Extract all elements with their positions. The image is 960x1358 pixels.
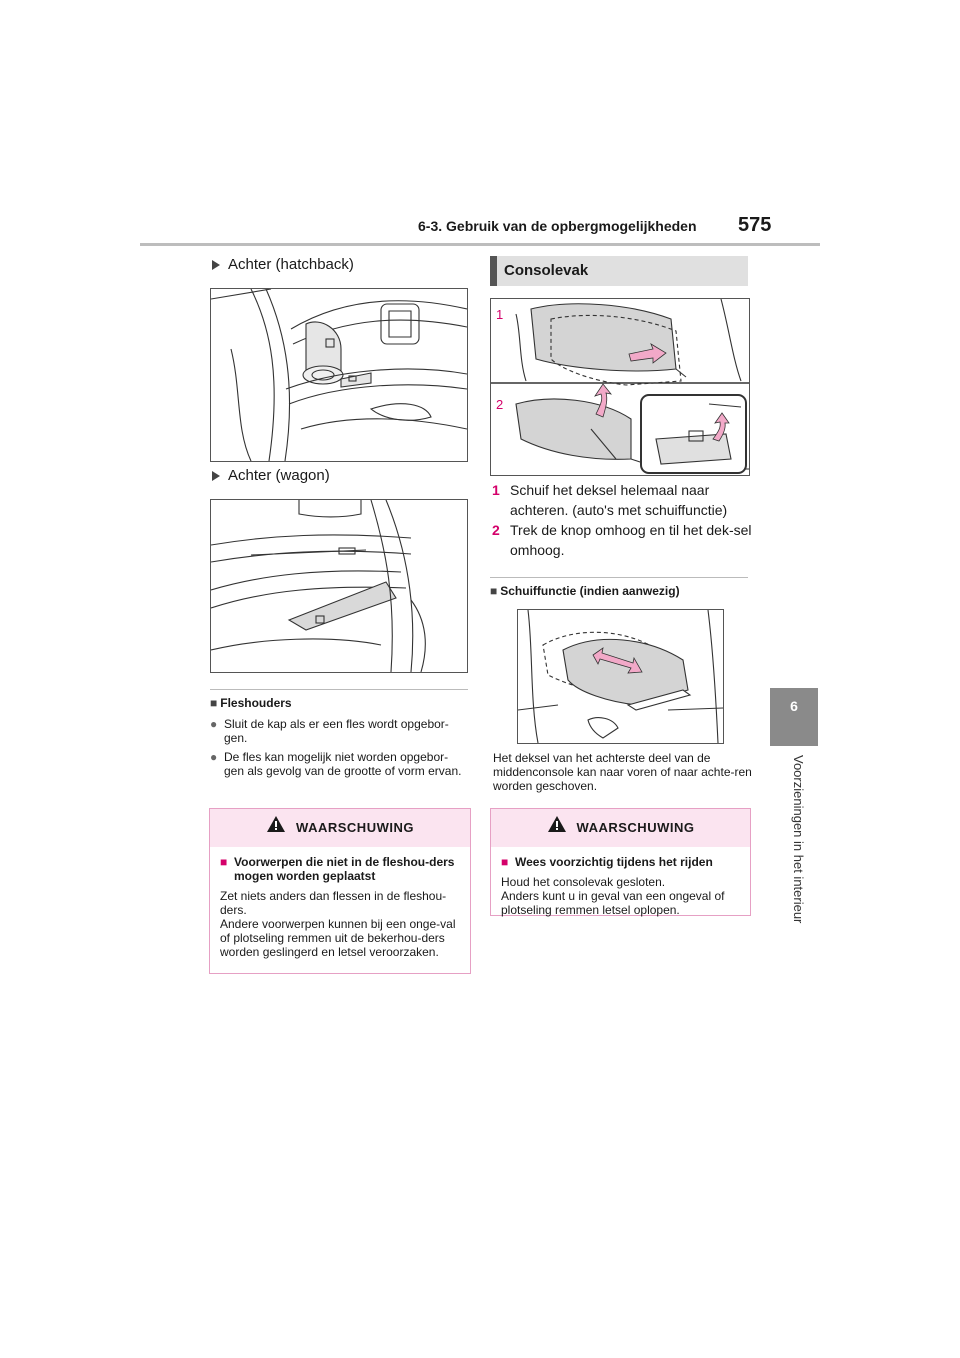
warning-box-bottle-holders [209,808,471,974]
page-number: 575 [738,214,772,236]
step-item [492,520,754,560]
note-heading-slide-function [490,584,680,598]
step-text: Trek de knop omhoog en til het dek-sel omhoog. [510,522,752,558]
chapter-tab [770,688,818,746]
section-title: 6-3. Gebruik van de opbergmogelijkheden [418,218,697,234]
bullet-text: Sluit de kap als er een fles wordt opgebor-gen. [224,717,449,745]
warning-subheading [220,855,460,883]
square-bullet-icon: ■ [220,855,228,869]
label-wagon-text: Achter (wagon) [228,467,330,484]
list-item [210,750,468,778]
note-divider [490,577,748,578]
square-bullet-icon: ■ [210,696,218,710]
illustration-console-box [490,298,750,476]
chapter-number: 6 [790,698,798,714]
warning-box-console [490,808,751,916]
warning-header [210,809,470,847]
step-number: 1 [492,482,500,498]
warning-subheading-text: Wees voorzichtig tijdens het rijden [515,855,713,869]
circle-bullet-icon: ● [210,750,218,764]
step-item [492,480,754,520]
triangle-bullet-icon [212,471,220,481]
warning-subheading [501,855,740,869]
label-hatchback [212,256,354,273]
warning-body [491,847,750,925]
triangle-bullet-icon [212,260,220,270]
section-header-bar [490,256,497,286]
warning-body [210,847,470,967]
warning-text: Zet niets anders dan flessen in de fleshou-ders. Andere voorwerpen kunnen bij een onge-val of plotseling remmen uit de bekerhou-ders worden geslingerd en letsel veroorzaken. [220,889,456,959]
label-wagon [212,467,330,484]
step-text: Schuif het deksel helemaal naar achteren. (auto's met schuiffunctie) [510,482,728,518]
warning-triangle-icon [547,810,567,848]
square-bullet-icon: ■ [501,855,509,869]
header-divider [140,243,820,246]
chapter-title: Voorzieningen in het interieur [791,755,806,924]
warning-header [491,809,750,847]
note-heading-bottle-holders [210,696,292,710]
section-header-console [490,256,748,286]
warning-subheading-text: Voorwerpen die niet in de fleshou-ders mogen worden geplaatst [234,855,455,883]
note-heading-text: Schuiffunctie (indien aanwezig) [500,584,680,598]
illustration-console-slide [517,609,724,744]
note-heading-text: Fleshouders [220,696,292,710]
slide-function-description: Het deksel van het achterste deel van de middenconsole kan naar voren of naar achte-ren worden geschoven. [493,751,752,793]
label-hatchback-text: Achter (hatchback) [228,256,354,273]
note-divider [210,689,468,690]
warning-text: Houd het consolevak gesloten. Anders kunt u in geval van een ongeval of plotseling remmen letsel oplopen. [501,875,725,917]
chapter-side-label [782,755,812,955]
illustration-hatchback-door [210,288,468,462]
figure-label-1: 1 [496,307,504,322]
illustration-wagon-door [210,499,468,673]
circle-bullet-icon: ● [210,717,218,731]
figure-label-2: 2 [496,397,504,412]
square-bullet-icon: ■ [490,584,498,598]
warning-title: WAARSCHUWING [576,820,695,835]
warning-title: WAARSCHUWING [296,820,414,835]
list-item [210,717,468,745]
section-header-title: Consolevak [504,262,589,279]
step-number: 2 [492,522,500,538]
warning-triangle-icon [266,810,286,848]
bullet-text: De fles kan mogelijk niet worden opgebor-gen als gevolg van de grootte of vorm ervan. [224,750,462,778]
